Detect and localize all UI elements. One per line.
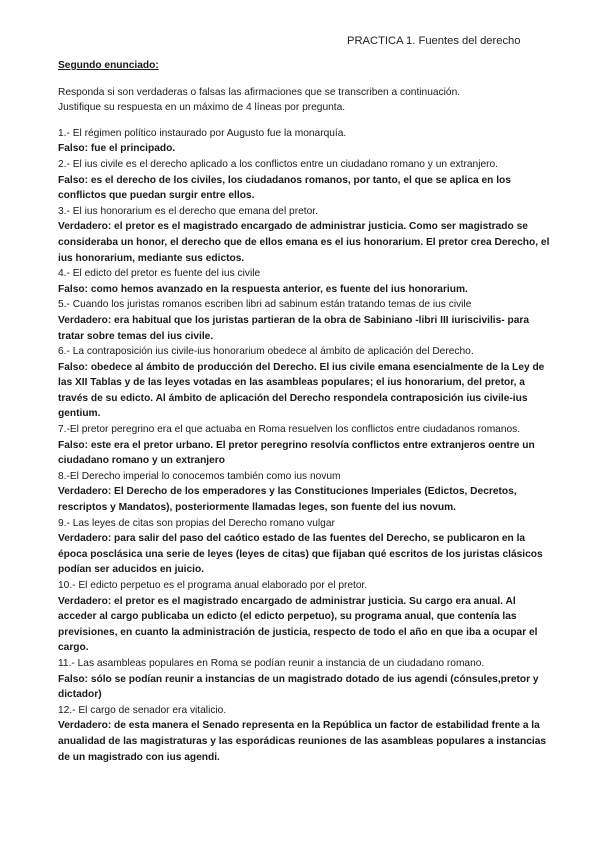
question-item <box>58 469 550 516</box>
question-text: 5.- Cuando los juristas romanos escriben libri ad sabinum están tratando temas de ius civile <box>58 299 472 311</box>
question-item <box>58 297 550 344</box>
question-text: 10.- El edicto perpetuo es el programa anual elaborado por el pretor. <box>58 580 368 591</box>
question-item <box>58 703 550 765</box>
question-text: 3.- El ius honorarium es el derecho que emana del pretor. <box>58 205 318 217</box>
document-header-title: PRACTICA 1. Fuentes del derecho <box>347 35 521 47</box>
question-item <box>58 157 550 204</box>
question-text: 7.-El pretor peregrino era el que actuaba en Roma resuelven los conflictos entre ciudadanos romanos. <box>58 424 521 436</box>
question-text: 12.- El cargo de senador era vitalicio. <box>58 704 227 716</box>
question-item <box>58 204 550 266</box>
question-item <box>58 516 550 578</box>
question-item <box>58 126 550 157</box>
instructions-line-1: Responda si son verdaderas o falsas las afirmaciones que se transcriben a continuación. <box>58 86 461 98</box>
instructions <box>58 85 550 116</box>
question-answer: Verdadero: de esta manera el Senado representa en la República un factor de estabilidad frente a la anualidad de las magistraturas y las esporádicas reuniones de las asambleas populares a instancias de un magistrado con ius agendi. <box>58 720 547 763</box>
question-answer: Falso: este era el pretor urbano. El pretor peregrino resolvía conflictos entre extranjeros oentre un ciudadano romano y un extranjero <box>58 439 535 467</box>
question-text: 2.- El ius civile es el derecho aplicado a los conflictos entre un ciudadano romano y un extranjero. <box>58 158 499 170</box>
question-answer: Falso: fue el principado. <box>58 143 176 155</box>
question-item <box>58 344 550 422</box>
question-item <box>58 578 550 656</box>
question-answer: Verdadero: El Derecho de los emperadores y las Constituciones Imperiales (Edictos, Decretos, rescriptos y Mandatos), posteriormente llamadas leges, son fuente del ius novum. <box>58 486 517 514</box>
document-body <box>58 58 550 765</box>
question-text: 8.-El Derecho imperial lo conocemos también como ius novum <box>58 470 341 482</box>
question-item <box>58 266 550 297</box>
question-answer: Falso: sólo se podían reunir a instancias de un magistrado dotado de ius agendi (cónsules,pretor y dictador) <box>58 673 539 701</box>
question-text: 9.- Las leyes de citas son propias del Derecho romano vulgar <box>58 517 335 529</box>
question-answer: Verdadero: para salir del paso del caótico estado de las fuentes del Derecho, se publicaron en la época posclásica una serie de leyes (leyes de citas) que fijaban qué escritos de los juristas clásicos podían ser aducidos en juicio. <box>58 533 543 576</box>
instructions-line-2: Justifique su respuesta en un máximo de 4 líneas por pregunta. <box>58 102 346 114</box>
question-item <box>58 422 550 469</box>
question-answer: Verdadero: el pretor es el magistrado encargado de administrar justicia. Como ser magistrado se consideraba un honor, el derecho que de ellos emana es el ius honorarium. El pretor crea Derecho, el ius honorarium, mediante sus edictos. <box>58 221 550 264</box>
question-text: 4.- El edicto del pretor es fuente del ius civile <box>58 268 261 280</box>
question-answer: Verdadero: el pretor es el magistrado encargado de administrar justicia. Su cargo era anual. Al acceder al cargo publicaba un edicto (el edicto perpetuo), su programa anual, que contenía las previsiones, en cuanto la administración de justicia, respecto de todo el año en que iba a ocupar el cargo. <box>58 595 538 654</box>
question-text: 11.- Las asambleas populares en Roma se podían reunir a instancia de un ciudadano romano. <box>58 657 485 669</box>
question-answer: Falso: como hemos avanzado en la respuesta anterior, es fuente del ius honorarium. <box>58 283 468 295</box>
question-answer: Falso: es el derecho de los civiles, los ciudadanos romanos, por tanto, el que se aplica en los conflictos que puedan surgir entre ellos. <box>58 174 511 202</box>
question-list <box>58 126 550 765</box>
question-text: 1.- El régimen político instaurado por Augusto fue la monarquía. <box>58 127 347 139</box>
question-item <box>58 656 550 703</box>
question-answer: Verdadero: era habitual que los juristas partieran de la obra de Sabiniano -libri III iuriscivilis- para tratar sobre temas del ius civile. <box>58 314 530 342</box>
question-answer: Falso: obedece al ámbito de producción del Derecho. El ius civile emana esencialmente de la Ley de las XII Tablas y de las leyes votadas en las asambleas populares; el ius honorarium, del pretor, a través de su edicto. Al ámbito de aplicación del Derecho respondela contraposición ius civile-ius gentium. <box>58 361 545 420</box>
section-subtitle: Segundo enunciado: <box>58 60 159 71</box>
question-text: 6.- La contraposición ius civile-ius honorarium obedece al ámbito de aplicación del Derecho. <box>58 346 474 358</box>
